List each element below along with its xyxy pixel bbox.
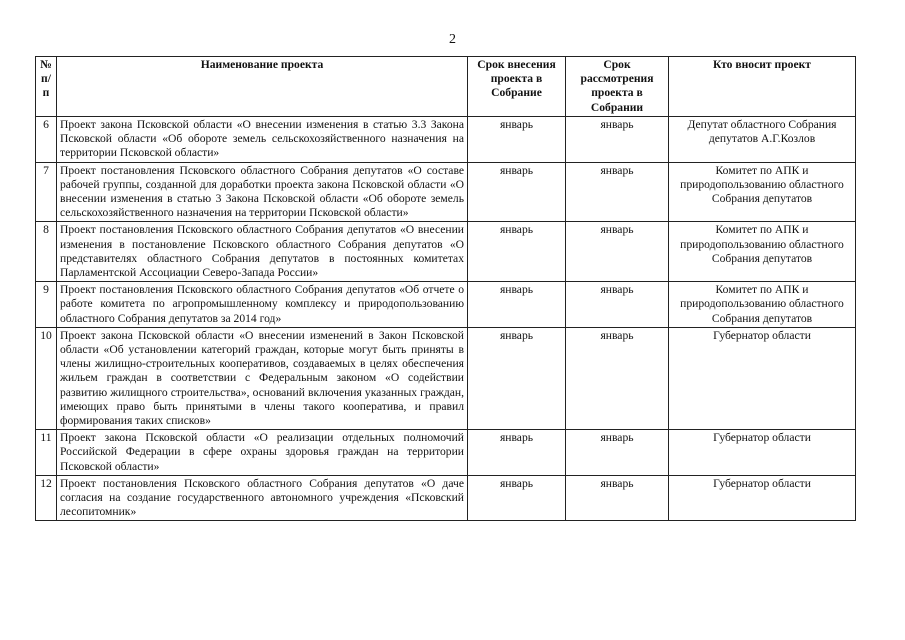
table-row <box>36 162 856 222</box>
table-row <box>36 430 856 476</box>
table-row <box>36 117 856 163</box>
row-review-term: январь <box>566 282 669 328</box>
table-row <box>36 222 856 282</box>
row-project-name: Проект постановления Псковского областного Собрания депутатов «О составе рабочей группы, созданной для доработки проекта закона Псковской области «О внесении изменения в статью 3 Закона Псковской области «Об обороте земель сельскохозяйственного назначения на территории Псковской области» <box>57 162 468 222</box>
projects-table <box>35 56 856 521</box>
row-author: Комитет по АПК и природопользованию областного Собрания депутатов <box>669 282 856 328</box>
row-number: 12 <box>36 475 57 521</box>
header-row <box>36 57 856 117</box>
row-submission-term: январь <box>468 117 566 163</box>
row-author: Депутат областного Собрания депутатов А.Г.Козлов <box>669 117 856 163</box>
table-body <box>36 117 856 521</box>
row-submission-term: январь <box>468 475 566 521</box>
row-submission-term: январь <box>468 282 566 328</box>
header-submission-term: Срок внесения проекта в Собрание <box>468 57 566 117</box>
page-number: 2 <box>449 32 456 47</box>
table-row <box>36 327 856 429</box>
row-submission-term: январь <box>468 222 566 282</box>
table-row <box>36 475 856 521</box>
header-review-term: Срок рассмотрения проекта в Собрании <box>566 57 669 117</box>
row-review-term: январь <box>566 430 669 476</box>
row-author: Губернатор области <box>669 430 856 476</box>
row-submission-term: январь <box>468 162 566 222</box>
row-number: 7 <box>36 162 57 222</box>
row-review-term: январь <box>566 162 669 222</box>
table-header <box>36 57 856 117</box>
row-number: 9 <box>36 282 57 328</box>
row-project-name: Проект постановления Псковского областного Собрания депутатов «Об отчете о работе комитета по агропромышленному комплексу и природопользованию областного Собрания депутатов за 2014 год» <box>57 282 468 328</box>
row-author: Комитет по АПК и природопользованию областного Собрания депутатов <box>669 162 856 222</box>
row-author: Губернатор области <box>669 327 856 429</box>
header-author: Кто вносит проект <box>669 57 856 117</box>
row-number: 10 <box>36 327 57 429</box>
row-author: Комитет по АПК и природопользованию областного Собрания депутатов <box>669 222 856 282</box>
row-project-name: Проект закона Псковской области «О внесении изменения в статью 3.3 Закона Псковской области «Об обороте земель сельскохозяйственного назначения на территории Псковской области» <box>57 117 468 163</box>
header-number: № п/п <box>36 57 57 117</box>
row-project-name: Проект постановления Псковского областного Собрания депутатов «О даче согласия на создание государственного автономного учреждения «Псковский лесопитомник» <box>57 475 468 521</box>
row-project-name: Проект закона Псковской области «О реализации отдельных полномочий Российской Федерации в сфере охраны здоровья граждан на территории Псковской области» <box>57 430 468 476</box>
row-number: 11 <box>36 430 57 476</box>
table-row <box>36 282 856 328</box>
row-review-term: январь <box>566 327 669 429</box>
row-review-term: январь <box>566 475 669 521</box>
row-project-name: Проект закона Псковской области «О внесении изменений в Закон Псковской области «Об установлении категорий граждан, которые могут быть приняты в члены жилищно-строительных кооперативов, создаваемых в целях обеспечения жильем граждан в соответствии с Федеральным законом «О содействии развитию жилищного строительства», оснований включения указанных граждан, имеющих право быть принятыми в члены такого кооператива, и правил формирования таких списков» <box>57 327 468 429</box>
row-submission-term: январь <box>468 430 566 476</box>
row-author: Губернатор области <box>669 475 856 521</box>
row-number: 6 <box>36 117 57 163</box>
row-review-term: январь <box>566 222 669 282</box>
row-project-name: Проект постановления Псковского областного Собрания депутатов «О внесении изменения в постановление Псковского областного Собрания депутатов «О представителях областного Собрания депутатов в постоянных комитетах Парламентской Ассоциации Северо-Запада России» <box>57 222 468 282</box>
row-submission-term: январь <box>468 327 566 429</box>
row-number: 8 <box>36 222 57 282</box>
header-project-name: Наименование проекта <box>57 57 468 117</box>
row-review-term: январь <box>566 117 669 163</box>
